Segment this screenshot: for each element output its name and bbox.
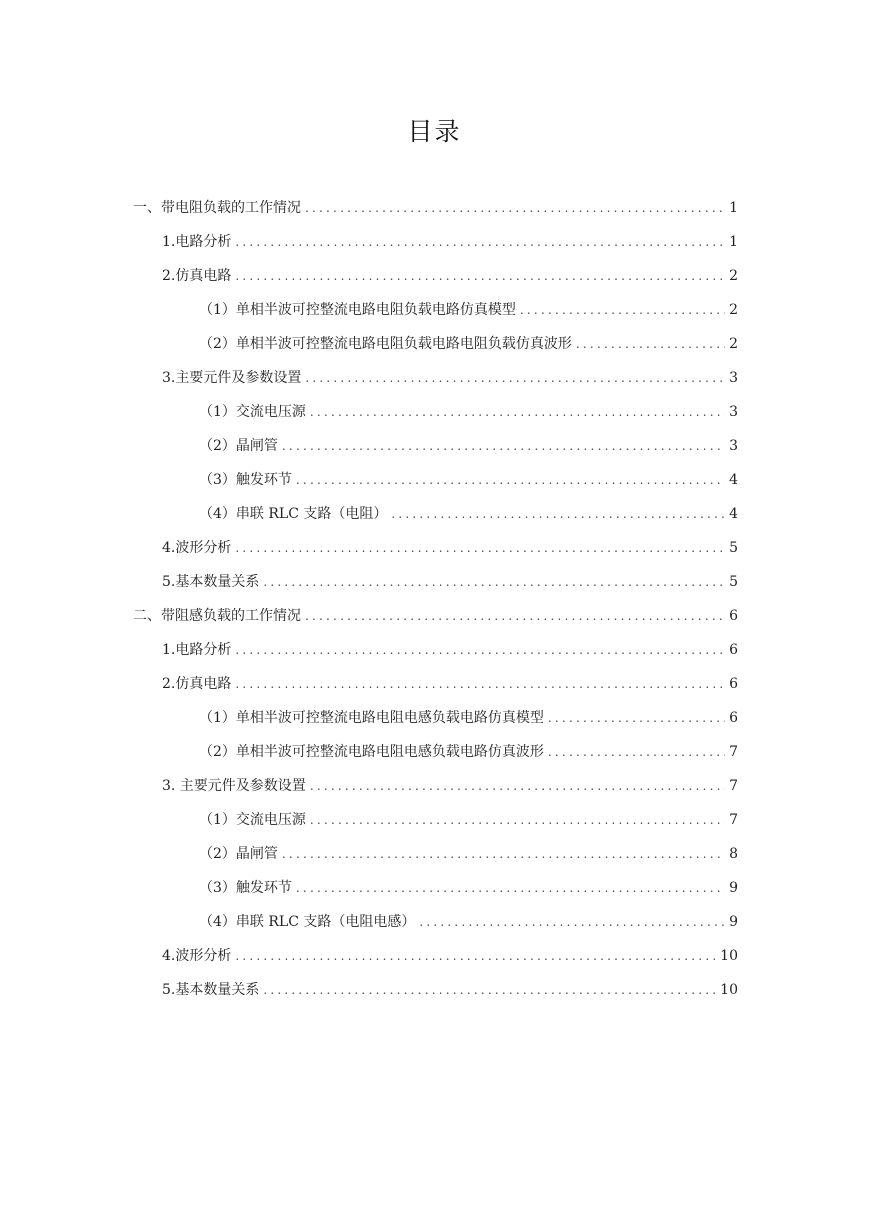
toc-entry-2-3-2[interactable] <box>199 842 738 866</box>
toc-leader-dots <box>305 366 725 390</box>
toc-entry-label: 2.仿真电路 <box>162 268 232 284</box>
toc-entry-page: 7 <box>729 812 738 828</box>
toc-entry-page: 5 <box>729 540 738 556</box>
toc-entry-label: 3.主要元件及参数设置 <box>162 370 302 386</box>
toc-entry-label: （2）晶闸管 <box>199 846 278 862</box>
toc-entry-label: （1）交流电压源 <box>199 812 306 828</box>
toc-leader-dots <box>548 706 725 730</box>
toc-entry-page: 2 <box>729 336 738 352</box>
toc-entry-page: 6 <box>729 642 738 658</box>
toc-entry-label: （2）晶闸管 <box>199 438 278 454</box>
toc-entry-2-2[interactable] <box>162 672 738 696</box>
toc-entry-page: 7 <box>729 744 738 760</box>
toc-entry-1-3-4[interactable] <box>199 502 738 526</box>
toc-entry-1-3-3[interactable] <box>199 468 738 492</box>
toc-entry-page: 8 <box>729 846 738 862</box>
toc-entry-section-1[interactable] <box>133 196 738 220</box>
toc-entry-page: 6 <box>729 676 738 692</box>
toc-entry-page: 10 <box>720 948 738 964</box>
toc-entry-2-3-1[interactable] <box>199 808 738 832</box>
toc-entry-page: 9 <box>729 914 738 930</box>
toc-entry-page: 4 <box>729 506 738 522</box>
toc-leader-dots <box>235 230 725 254</box>
toc-entry-label: 5.基本数量关系 <box>162 574 260 590</box>
toc-leader-dots <box>520 298 725 322</box>
toc-leader-dots <box>548 740 725 764</box>
toc-entry-page: 1 <box>729 234 738 250</box>
toc-entry-1-3-1[interactable] <box>199 400 738 424</box>
toc-entry-label: （2）单相半波可控整流电路电阻负载电路电阻负载仿真波形 <box>199 336 572 352</box>
toc-entry-label: （4）串联 RLC 支路（电阻） <box>199 506 388 522</box>
toc-entry-1-3[interactable] <box>162 366 738 390</box>
toc-leader-dots <box>296 468 725 492</box>
toc-entry-2-3-3[interactable] <box>199 876 738 900</box>
toc-entry-page: 3 <box>729 438 738 454</box>
toc-entry-page: 3 <box>729 370 738 386</box>
toc-leader-dots <box>282 842 725 866</box>
toc-entry-1-2[interactable] <box>162 264 738 288</box>
toc-entry-label: （3）触发环节 <box>199 472 292 488</box>
toc-entry-label: （1）交流电压源 <box>199 404 306 420</box>
toc-entry-1-2-2[interactable] <box>199 332 738 356</box>
toc-entry-page: 2 <box>729 302 738 318</box>
toc-entry-label: （1）单相半波可控整流电路电阻电感负载电路仿真模型 <box>199 710 544 726</box>
toc-entry-page: 6 <box>729 710 738 726</box>
toc-entry-page: 3 <box>729 404 738 420</box>
toc-entry-page: 5 <box>729 574 738 590</box>
toc-leader-dots <box>305 604 725 628</box>
toc-leader-dots <box>235 672 725 696</box>
toc-entry-1-4[interactable] <box>162 536 738 560</box>
toc-entry-page: 6 <box>729 608 738 624</box>
toc-entry-label: （4）串联 RLC 支路（电阻电感） <box>199 914 416 930</box>
toc-entry-page: 1 <box>729 200 738 216</box>
toc-entry-1-1[interactable] <box>162 230 738 254</box>
toc-entry-label: 5.基本数量关系 <box>162 982 260 998</box>
toc-entry-2-2-2[interactable] <box>199 740 738 764</box>
toc-entry-2-3[interactable] <box>162 774 738 798</box>
toc-leader-dots <box>576 332 725 356</box>
toc-leader-dots <box>263 978 716 1002</box>
toc-entry-page: 7 <box>729 778 738 794</box>
toc-entry-2-5[interactable] <box>162 978 738 1002</box>
toc-entry-1-2-1[interactable] <box>199 298 738 322</box>
toc-entry-label: 二、带阻感负载的工作情况 <box>133 608 301 624</box>
toc-entry-label: （2）单相半波可控整流电路电阻电感负载电路仿真波形 <box>199 744 544 760</box>
toc-entry-label: 3. 主要元件及参数设置 <box>162 778 306 794</box>
toc-leader-dots <box>235 264 725 288</box>
toc-leader-dots <box>282 434 725 458</box>
toc-leader-dots <box>235 638 725 662</box>
toc-entry-label: （3）触发环节 <box>199 880 292 896</box>
toc-entry-2-3-4[interactable] <box>199 910 738 934</box>
toc-leader-dots <box>305 196 725 220</box>
toc-leader-dots <box>310 808 725 832</box>
toc-entry-1-3-2[interactable] <box>199 434 738 458</box>
toc-entry-label: 一、带电阻负载的工作情况 <box>133 200 301 216</box>
toc-entry-2-1[interactable] <box>162 638 738 662</box>
toc-entry-label: 4.波形分析 <box>162 540 232 556</box>
toc-leader-dots <box>419 910 725 934</box>
toc-leader-dots <box>296 876 725 900</box>
toc-leader-dots <box>235 536 725 560</box>
toc-entry-page: 9 <box>729 880 738 896</box>
toc-leader-dots <box>391 502 725 526</box>
toc-entry-page: 2 <box>729 268 738 284</box>
toc-entry-label: 1.电路分析 <box>162 234 232 250</box>
toc-entry-label: 4.波形分析 <box>162 948 232 964</box>
toc-entry-label: 2.仿真电路 <box>162 676 232 692</box>
toc-entry-2-4[interactable] <box>162 944 738 968</box>
toc-leader-dots <box>310 774 725 798</box>
toc-leader-dots <box>235 944 716 968</box>
toc-leader-dots <box>310 400 725 424</box>
toc-entry-page: 10 <box>720 982 738 998</box>
toc-title: 目录 <box>407 117 462 146</box>
toc-entry-label: （1）单相半波可控整流电路电阻负载电路仿真模型 <box>199 302 516 318</box>
toc-leader-dots <box>263 570 725 594</box>
toc-entry-page: 4 <box>729 472 738 488</box>
toc-entry-section-2[interactable] <box>133 604 738 628</box>
toc-entry-1-5[interactable] <box>162 570 738 594</box>
toc-entry-2-2-1[interactable] <box>199 706 738 730</box>
toc-entry-label: 1.电路分析 <box>162 642 232 658</box>
